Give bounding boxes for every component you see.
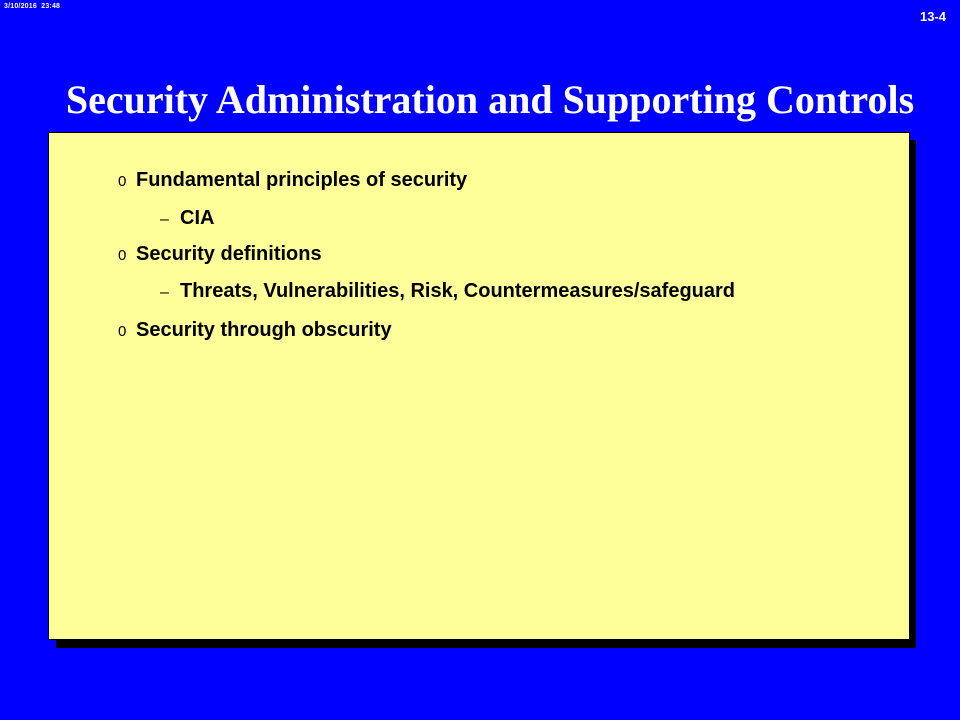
dash-marker: – (160, 211, 169, 228)
bullet-item (118, 168, 467, 194)
bullet-item (118, 242, 322, 268)
sub-bullet-text: Threats, Vulnerabilities, Risk, Countermeasures/safeguard (180, 280, 735, 302)
bullet-marker: 0 (118, 247, 127, 264)
sub-bullet-text: CIA (180, 207, 215, 229)
sub-bullet-item (160, 279, 735, 305)
bullet-marker: 0 (118, 323, 127, 340)
bullet-text: Fundamental principles of security (136, 169, 468, 191)
bullet-text: Security definitions (136, 243, 322, 265)
slide-number: 13-4 (919, 9, 946, 24)
slide-title: Security Administration and Supporting Controls (65, 77, 915, 122)
timestamp: 3/10/2016 23:48 (4, 3, 61, 10)
dash-marker: – (160, 284, 169, 301)
bullet-item (118, 318, 392, 344)
bullet-marker: 0 (118, 173, 127, 190)
sub-bullet-item (160, 206, 214, 232)
bullet-text: Security through obscurity (136, 319, 392, 341)
